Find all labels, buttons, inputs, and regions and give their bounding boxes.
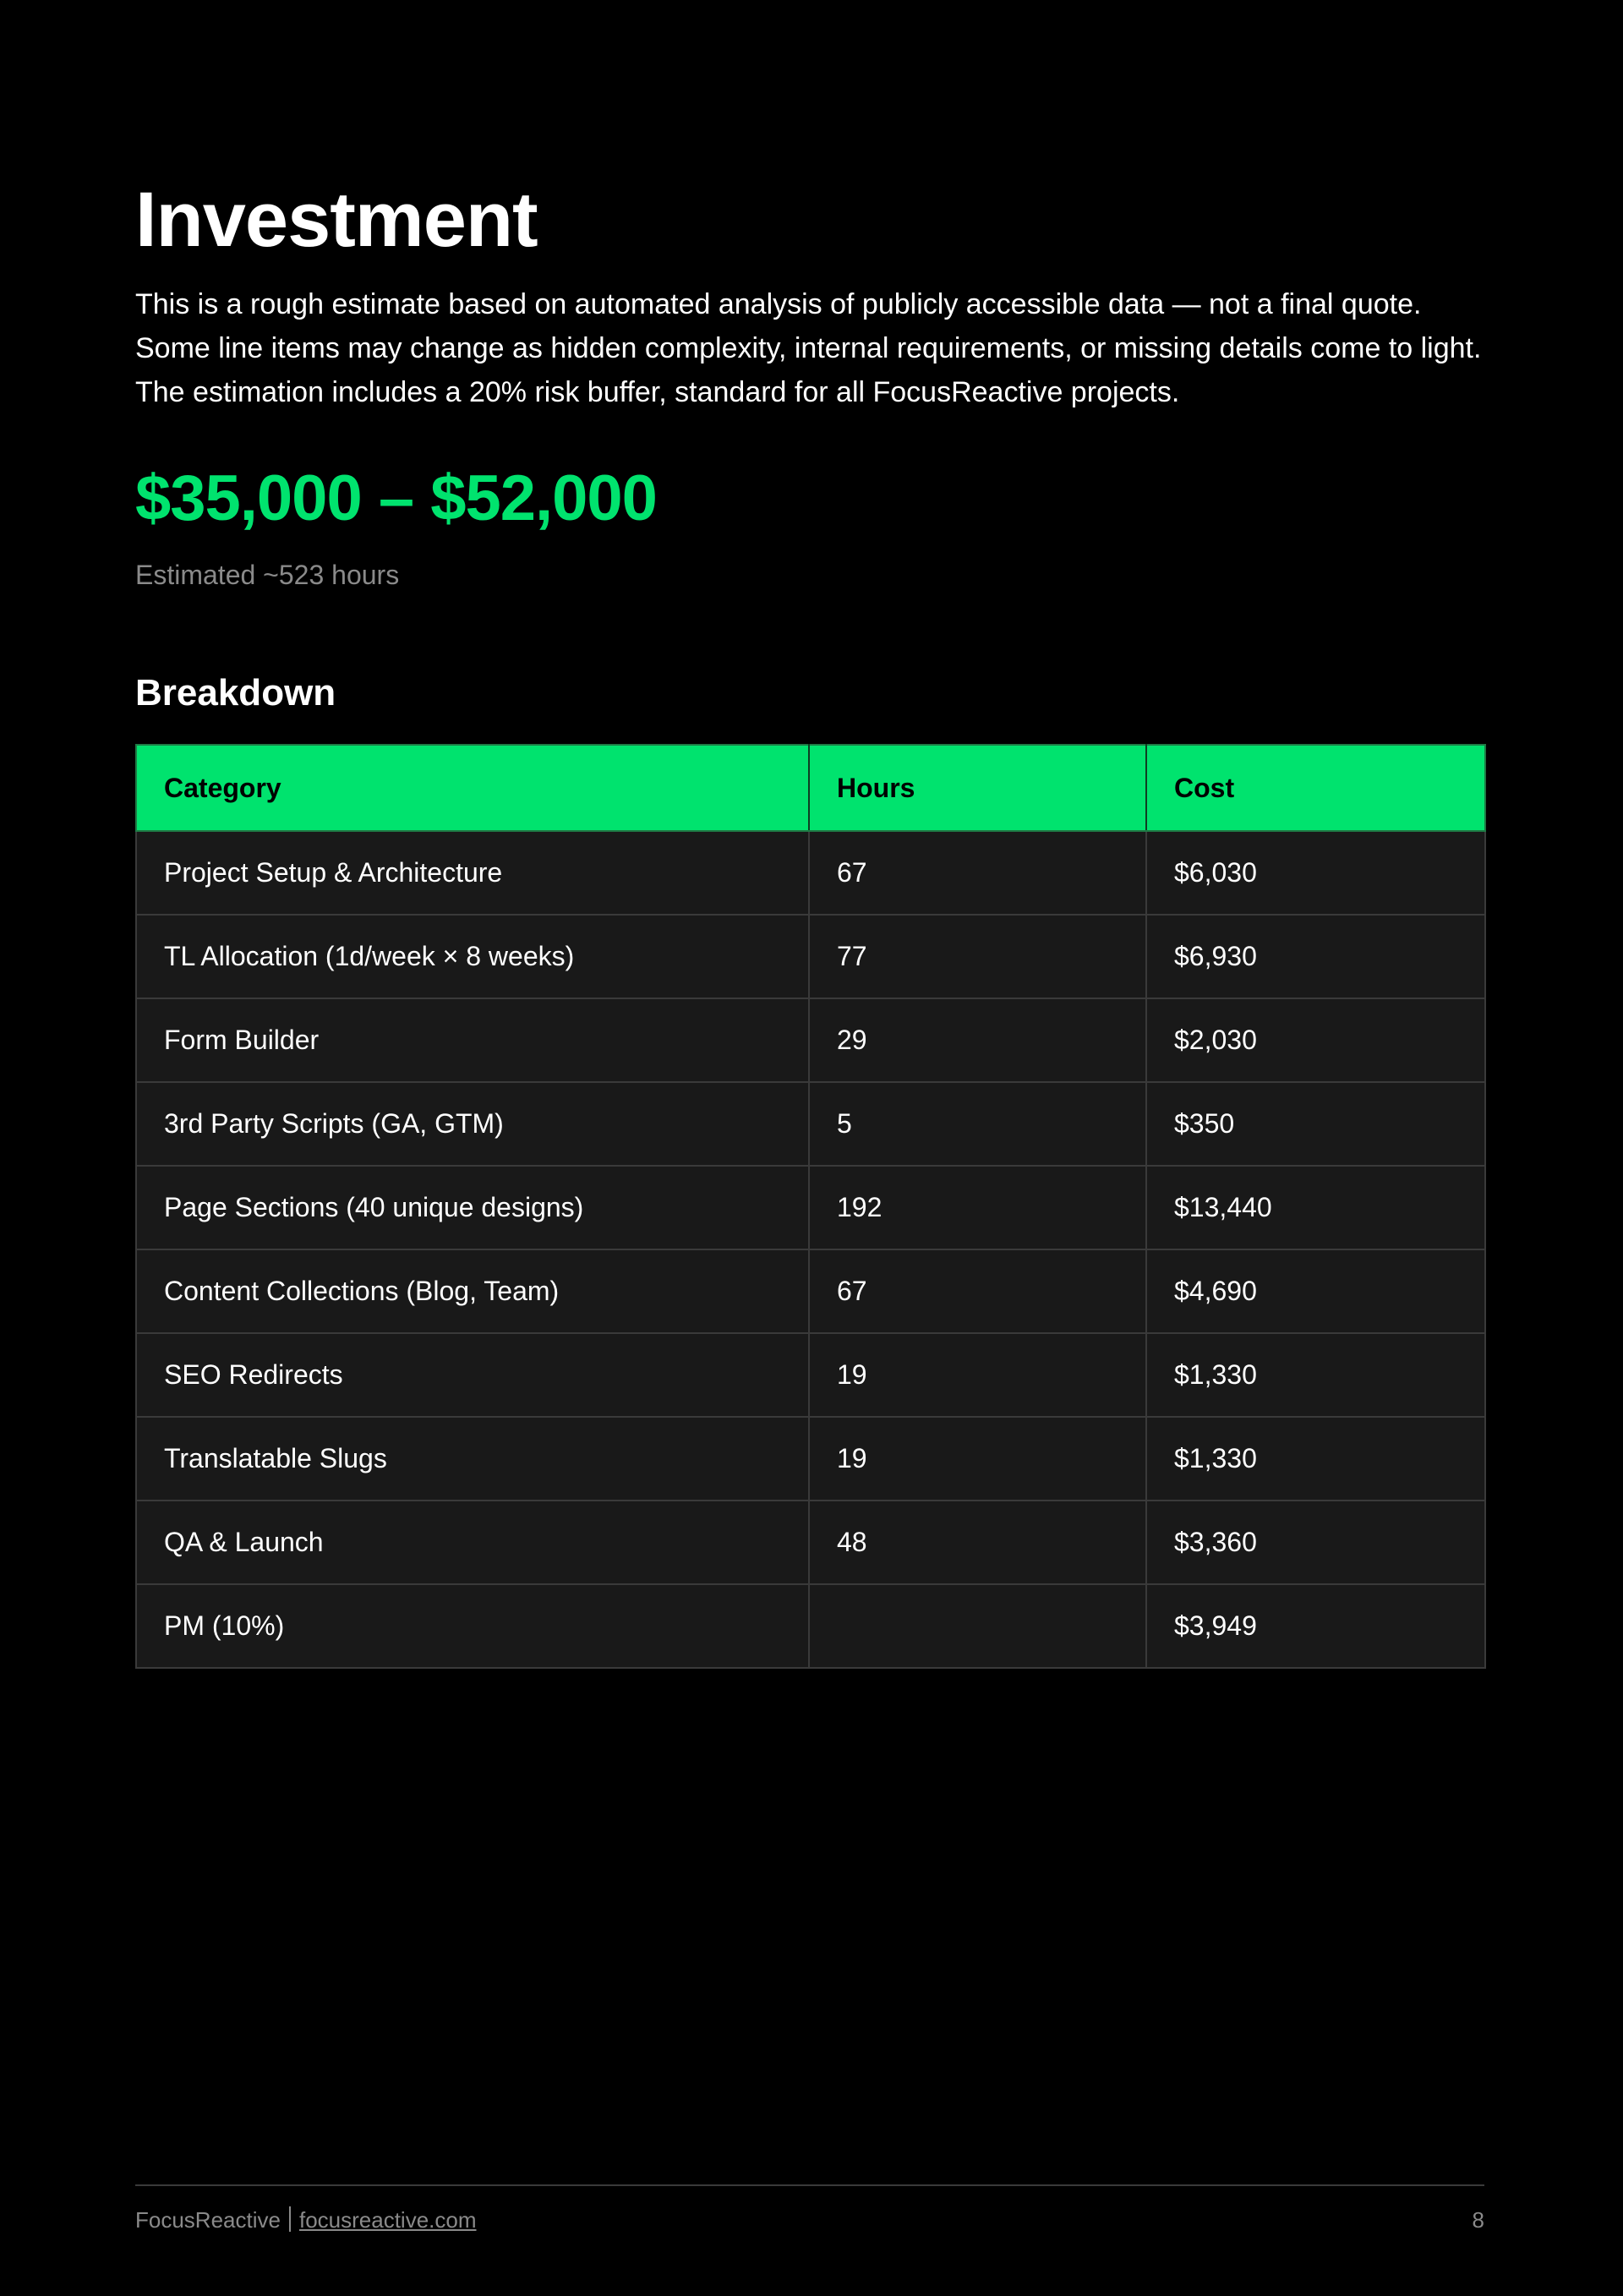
cell-cost: $6,930 [1146,915,1485,998]
footer-website-link[interactable]: focusreactive.com [298,2207,477,2233]
cell-category: TL Allocation (1d/week × 8 weeks) [136,915,809,998]
cell-hours: 192 [809,1166,1146,1249]
footer-separator [289,2206,291,2232]
cell-category: Form Builder [136,998,809,1082]
cell-cost: $13,440 [1146,1166,1485,1249]
cell-category: QA & Launch [136,1501,809,1584]
cell-cost: $2,030 [1146,998,1485,1082]
table-row [136,1417,1485,1501]
table-row [136,915,1485,998]
cell-cost: $1,330 [1146,1417,1485,1501]
price-range: $35,000 – $52,000 [135,462,657,534]
footer-divider [135,2184,1484,2186]
table-row [136,1333,1485,1417]
cell-category: PM (10%) [136,1584,809,1668]
table-row [136,1082,1485,1166]
cell-cost: $3,949 [1146,1584,1485,1668]
table-row [136,1249,1485,1333]
cell-category: Project Setup & Architecture [136,831,809,915]
cell-category: Translatable Slugs [136,1417,809,1501]
cell-hours: 48 [809,1501,1146,1584]
table-row [136,998,1485,1082]
cell-category: Content Collections (Blog, Team) [136,1249,809,1333]
table-header-row [136,745,1485,831]
cell-category: Page Sections (40 unique designs) [136,1166,809,1249]
cell-hours: 5 [809,1082,1146,1166]
page-title: Investment [135,177,538,263]
cell-cost: $3,360 [1146,1501,1485,1584]
cell-hours [809,1584,1146,1668]
page-footer [135,2203,1484,2237]
column-header-hours: Hours [809,745,1146,831]
breakdown-heading: Breakdown [135,672,336,713]
cell-hours: 67 [809,1249,1146,1333]
cell-hours: 19 [809,1333,1146,1417]
cell-cost: $6,030 [1146,831,1485,915]
cell-hours: 77 [809,915,1146,998]
cell-category: 3rd Party Scripts (GA, GTM) [136,1082,809,1166]
cell-hours: 19 [809,1417,1146,1501]
column-header-cost: Cost [1146,745,1485,831]
cell-cost: $4,690 [1146,1249,1485,1333]
footer-brand-group [135,2203,477,2237]
cell-hours: 29 [809,998,1146,1082]
estimated-hours-note: Estimated ~523 hours [135,560,400,590]
cell-category: SEO Redirects [136,1333,809,1417]
table-row [136,1166,1485,1249]
cell-cost: $1,330 [1146,1333,1485,1417]
table-row [136,1584,1485,1668]
page-number: 8 [1472,2207,1484,2233]
table-row [136,831,1485,915]
footer-brand: FocusReactive [135,2207,281,2233]
cell-hours: 67 [809,831,1146,915]
table-row [136,1501,1485,1584]
column-header-category: Category [136,745,809,831]
breakdown-table [135,744,1486,1669]
intro-paragraph: This is a rough estimate based on automated analysis of publicly accessible data — not a final quote. Some line items may change as hidden complexity, internal requirements, or missing details come to light. The estimation includes a 20% risk buffer, standard for all FocusReactive projects. [135,288,1482,408]
cell-cost: $350 [1146,1082,1485,1166]
